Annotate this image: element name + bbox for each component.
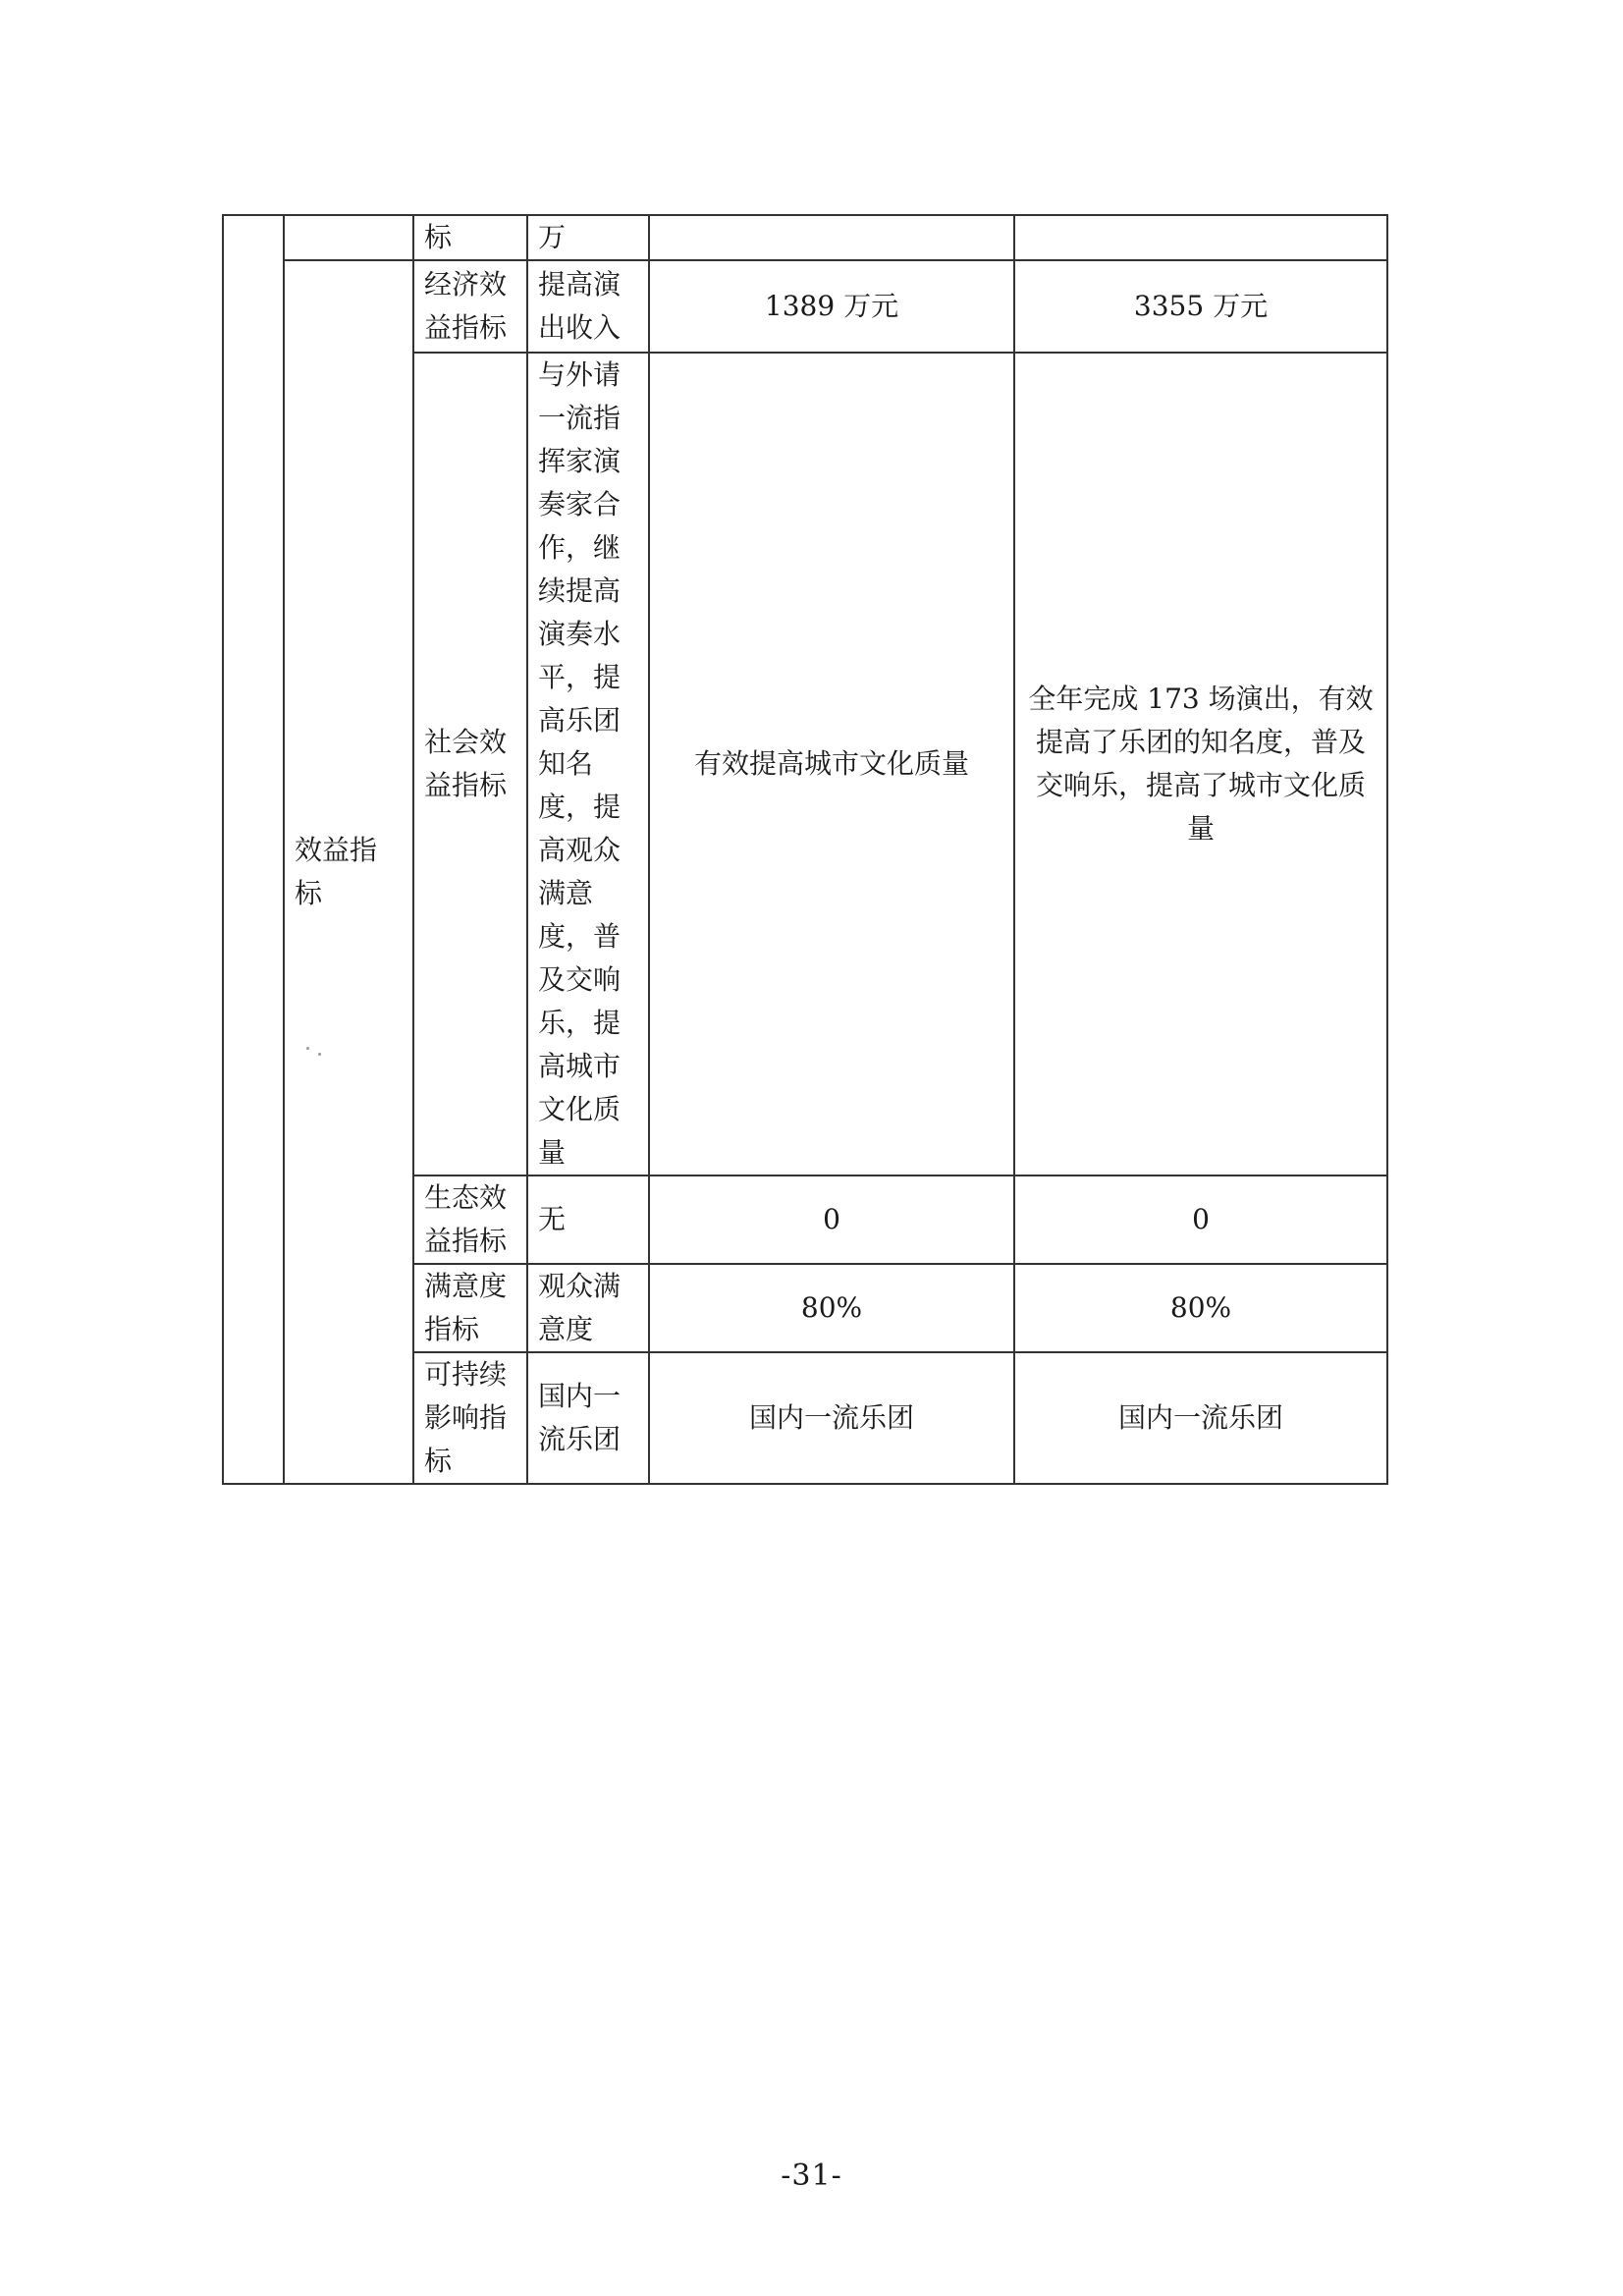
actual-cell (1014, 215, 1387, 260)
level3-cell: 社会效益指标 (413, 353, 527, 1175)
level3-cell: 标 (413, 215, 527, 260)
target-cell: 80% (649, 1264, 1014, 1352)
indicator-cell: 观众满意度 (527, 1264, 649, 1352)
indicator-cell: 提高演出收入 (527, 260, 649, 353)
actual-cell: 国内一流乐团 (1014, 1352, 1387, 1484)
level3-cell: 满意度指标 (413, 1264, 527, 1352)
level3-cell: 可持续影响指标 (413, 1352, 527, 1484)
indicator-cell: 国内一流乐团 (527, 1352, 649, 1484)
target-cell (649, 215, 1014, 260)
level2-cell: 效益指标 (284, 260, 413, 1484)
indicator-cell: 万 (527, 215, 649, 260)
scan-speck (306, 1047, 309, 1050)
indicator-cell: 无 (527, 1175, 649, 1264)
level3-cell: 经济效益指标 (413, 260, 527, 353)
target-cell: 国内一流乐团 (649, 1352, 1014, 1484)
level3-cell: 生态效益指标 (413, 1175, 527, 1264)
page-number: -31- (781, 2159, 842, 2193)
level1-cell (223, 215, 284, 1484)
table-row (223, 260, 1387, 353)
target-cell: 1389 万元 (649, 260, 1014, 353)
performance-indicator-table (222, 214, 1388, 1485)
target-cell: 0 (649, 1175, 1014, 1264)
level2-cell-continuation (284, 215, 413, 260)
table-row-continuation (223, 215, 1387, 260)
actual-cell: 全年完成 173 场演出，有效提高了乐团的知名度，普及交响乐，提高了城市文化质量 (1014, 353, 1387, 1175)
target-cell: 有效提高城市文化质量 (649, 353, 1014, 1175)
actual-cell: 0 (1014, 1175, 1387, 1264)
scan-speck (318, 1053, 321, 1056)
actual-cell: 80% (1014, 1264, 1387, 1352)
indicator-cell: 与外请一流指挥家演奏家合作，继续提高演奏水平，提高乐团知名度，提高观众满意度，普及交响乐，提高城市文化质量 (527, 353, 649, 1175)
actual-cell: 3355 万元 (1014, 260, 1387, 353)
